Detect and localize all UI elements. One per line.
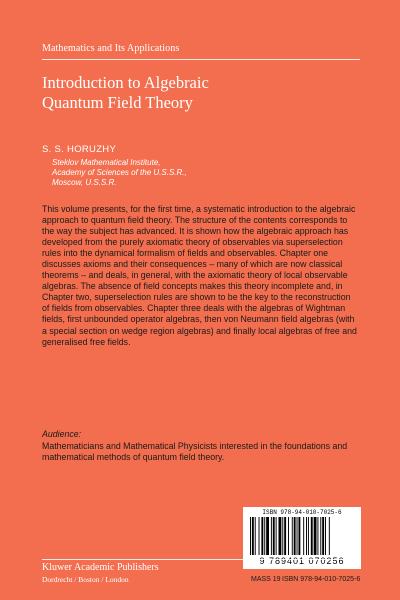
barcode-bar — [288, 517, 289, 555]
barcode-bar — [264, 517, 265, 555]
affiliation-line-1: Steklov Mathematical Institute, — [52, 158, 161, 167]
barcode-isbn-text: ISBN 978-94-010-7025-6 — [262, 509, 342, 516]
barcode-bar — [325, 517, 326, 555]
publisher-cities: Dordrecht / Boston / London — [42, 575, 129, 584]
affiliation-line-2: Academy of Sciences of the U.S.S.R., — [52, 168, 187, 177]
barcode-bar — [322, 517, 324, 555]
author-affiliation — [52, 158, 187, 188]
book-description: This volume presents, for the first time, a systematic introduction to the algebraic approach to quantum field theory. The structure of the contents corresponds to the way the subject has advanced. It is shown how the algebraic approach has developed from the purely axiomatic theory of observables via superselection rules into the dynamical formalism of fields and observables. Chapter one discusses axioms and their consequences – many of which are now classical theorems – and deals, in general, with the axiomatic theory of local observable algebras. The absence of field concepts makes this theory incomplete and, in Chapter two, superselection rules are shown to be the key to the reconstruction of fields from observables. Chapter three deals with the algebras of Wightman fields, first unbounded operator algebras, then von Neumann field algebras (with a special section on wedge region algebras) and finally local algebras of free and generalised free fields. — [42, 204, 357, 347]
barcode-bar — [308, 517, 309, 555]
barcode-bar — [284, 517, 286, 555]
audience-text: Mathematicians and Mathematical Physicists interested in the foundations and mathematical methods of quantum field theory. — [42, 441, 348, 463]
mass-code: MASS 19 — [251, 576, 281, 583]
barcode-bar — [297, 517, 298, 555]
barcode-bar — [276, 517, 277, 555]
title-line-2: Quantum Field Theory — [42, 93, 193, 112]
audience-label: Audience: — [42, 429, 82, 439]
barcode-bar — [252, 517, 254, 555]
barcode-bar — [292, 517, 293, 555]
author-name: S. S. HORUZHY — [42, 144, 117, 155]
barcode-bar — [273, 517, 275, 555]
barcode-bar — [320, 517, 321, 555]
barcode-bar — [255, 517, 256, 555]
bottom-divider — [42, 559, 360, 560]
affiliation-line-3: Moscow, U.S.S.R. — [52, 178, 117, 187]
barcode-digits: 9 789401 070256 — [259, 556, 345, 566]
publisher-name: Kluwer Academic Publishers — [42, 562, 159, 573]
barcode-bar — [282, 517, 283, 555]
barcode-bar — [271, 517, 272, 555]
barcode-bar — [250, 517, 251, 555]
barcode-bar — [311, 517, 313, 555]
barcode-bar — [306, 517, 307, 555]
barcode-bar — [266, 517, 269, 555]
barcode-bars — [249, 517, 355, 555]
barcode-bar — [261, 517, 263, 555]
barcode-bar — [317, 517, 318, 555]
top-divider — [42, 59, 360, 60]
barcode-bar — [259, 517, 260, 555]
barcode-bar — [329, 517, 330, 555]
barcode-bar — [279, 517, 282, 555]
book-title — [42, 73, 342, 113]
barcode-bar — [303, 517, 304, 555]
series-name: Mathematics and Its Applications — [42, 43, 180, 54]
isbn-code: ISBN 978-94-010-7025-6 — [282, 576, 361, 583]
barcode-bar — [298, 517, 300, 555]
title-line-1: Introduction to Algebraic — [42, 73, 209, 92]
barcode-bar — [294, 517, 296, 555]
barcode-bar — [314, 517, 317, 555]
